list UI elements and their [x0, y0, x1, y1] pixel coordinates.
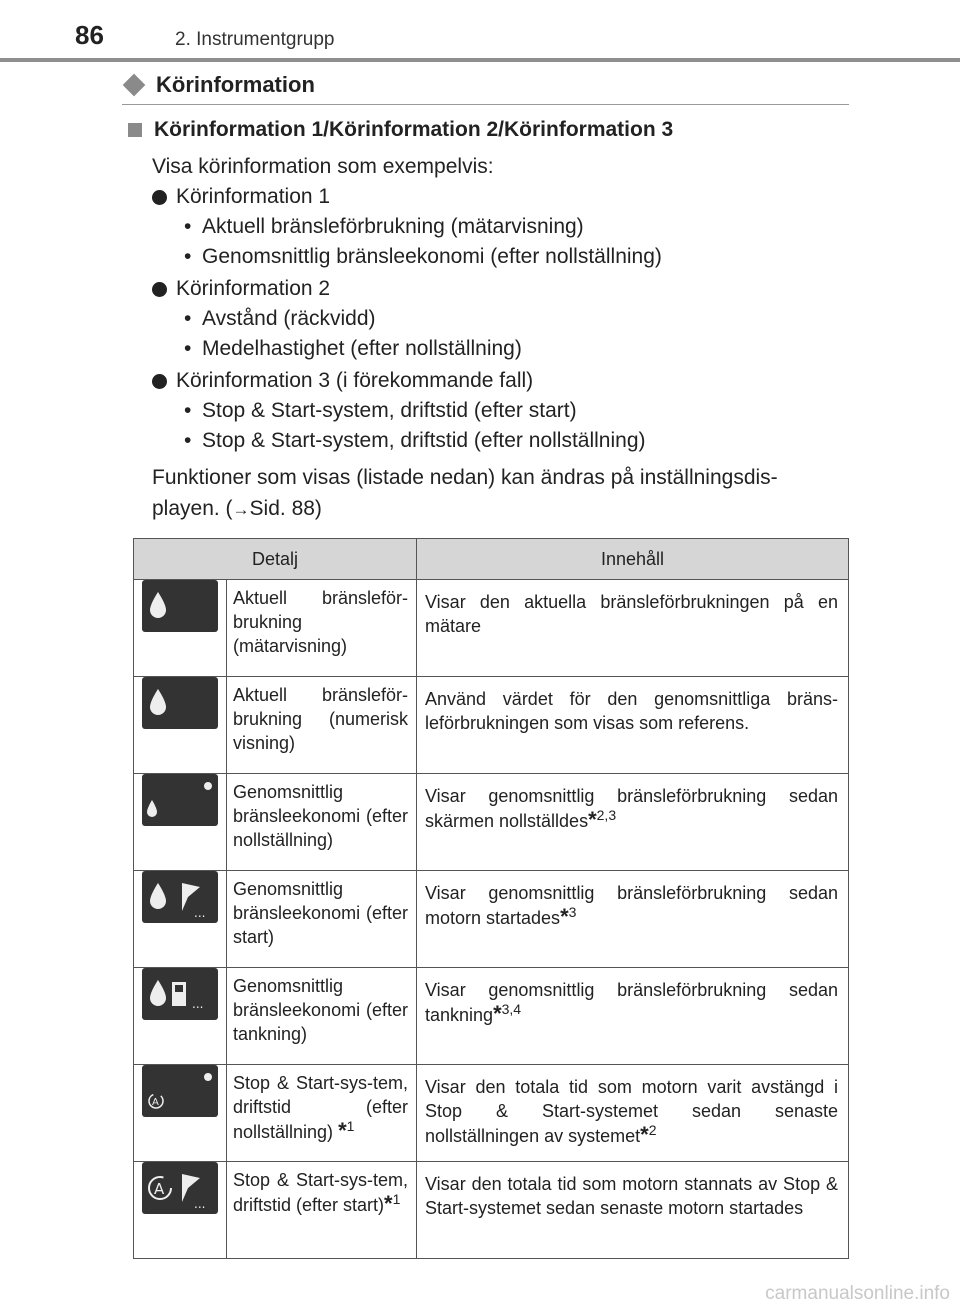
page-ref-link[interactable]: Sid. 88)	[249, 497, 322, 520]
fuel-drop-flag-icon	[142, 871, 218, 923]
table-detail: Aktuell bränsleför-brukning (mätarvisning)	[227, 580, 417, 677]
group-1-item-1: • Aktuell bränsleförbrukning (mätarvisning)	[184, 215, 584, 238]
group-3-label: Körinformation 3 (i förekommande fall)	[152, 369, 533, 393]
group-3-item-2: • Stop & Start-system, driftstid (efter nollställning)	[184, 429, 646, 452]
table-detail: Stop & Start-sys-tem, driftstid (efter nollställning) *$^1$	[227, 1065, 417, 1162]
chapter-title: 2. Instrumentgrupp	[175, 29, 335, 50]
intro-text: Visa körinformation som exempelvis:	[152, 155, 494, 178]
table-content: Visar genomsnittlig bränsleförbrukning sedan tankning*$^{3,4}$	[417, 968, 849, 1065]
table-detail: Genomsnittlig bränsleekonomi (efter start)	[227, 871, 417, 968]
table-row	[134, 968, 849, 1065]
table-header-content: Innehåll	[417, 539, 849, 580]
page-ref-arrow-icon: →	[232, 500, 250, 519]
page-number: 86	[75, 20, 104, 50]
table-content: Visar den aktuella bränsleförbrukningen på en mätare	[417, 580, 849, 677]
table-content: Visar den totala tid som motorn stannats av Stop & Start-systemet sedan senaste motorn startades	[417, 1162, 849, 1259]
svg-text:...: ...	[192, 997, 204, 1011]
svg-text:A: A	[152, 1097, 159, 1108]
page-header	[0, 0, 960, 62]
fuel-drop-icon	[142, 580, 218, 632]
table-row	[134, 1065, 849, 1162]
section-rule	[122, 104, 849, 105]
table-row	[134, 1162, 849, 1259]
diamond-icon	[123, 74, 146, 97]
note-line-2: playen. (→Sid. 88)	[152, 497, 322, 520]
fuel-drop-icon	[142, 677, 218, 729]
group-2-item-1: • Avstånd (räckvidd)	[184, 307, 376, 330]
note-line-1: Funktioner som visas (listade nedan) kan ändras på inställningsdis-	[152, 466, 778, 489]
table-content: Visar genomsnittlig bränsleförbrukning sedan skärmen nollställdes*$^{2,3}$	[417, 774, 849, 871]
table-content: Visar genomsnittlig bränsleförbrukning sedan motorn startades*$^3$	[417, 871, 849, 968]
fuel-drop-pump-icon	[142, 968, 218, 1020]
table-row	[134, 774, 849, 871]
table-detail: Aktuell bränsleför-brukning (numerisk visning)	[227, 677, 417, 774]
table-row	[134, 580, 849, 677]
table-row	[134, 677, 849, 774]
svg-text:...: ...	[194, 1197, 206, 1211]
section-title-text: Körinformation	[156, 72, 315, 97]
table-row	[134, 871, 849, 968]
table-detail: Stop & Start-sys-tem, driftstid (efter start)*$^1$	[227, 1162, 417, 1259]
auto-stop-flag-icon	[142, 1162, 218, 1214]
table-content: Använd värdet för den genomsnittliga bräns-leförbrukningen som visas som referens.	[417, 677, 849, 774]
table-detail: Genomsnittlig bränsleekonomi (efter tankning)	[227, 968, 417, 1065]
bullet-dot-icon	[152, 282, 167, 297]
auto-stop-reset-icon	[142, 1065, 218, 1117]
svg-text:A: A	[154, 1180, 165, 1198]
svg-text:...: ...	[194, 906, 206, 920]
group-3-item-1: • Stop & Start-system, driftstid (efter start)	[184, 399, 577, 422]
table-content: Visar den totala tid som motorn varit avstängd i Stop & Start-systemet sedan senaste nollställningen av systemet*$^2$	[417, 1065, 849, 1162]
table-detail: Genomsnittlig bränsleekonomi (efter nollställning)	[227, 774, 417, 871]
bullet-dot-icon	[152, 374, 167, 389]
group-1-item-2: • Genomsnittlig bränsleekonomi (efter nollställning)	[184, 245, 662, 268]
table-header-detail: Detalj	[134, 539, 417, 580]
square-icon	[128, 123, 142, 137]
fuel-drop-reset-icon	[142, 774, 218, 826]
section-title	[122, 72, 315, 98]
subsection-title	[128, 118, 673, 142]
info-table	[133, 538, 849, 1259]
header-rule	[0, 58, 960, 62]
group-2-label: Körinformation 2	[152, 277, 330, 301]
bullet-dot-icon	[152, 190, 167, 205]
subsection-title-text: Körinformation 1/Körinformation 2/Körinformation 3	[154, 118, 674, 141]
table-header-row	[134, 539, 849, 580]
group-2-item-2: • Medelhastighet (efter nollställning)	[184, 337, 522, 360]
watermark-text: carmanualsonline.info	[765, 1283, 950, 1304]
group-1-label: Körinformation 1	[152, 185, 330, 209]
